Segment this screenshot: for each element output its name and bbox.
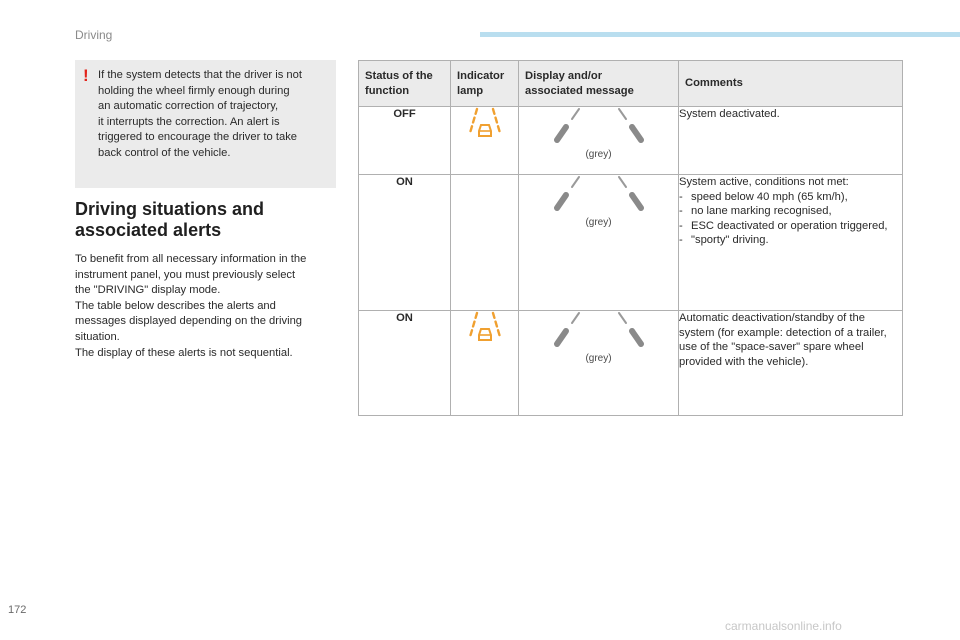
display-cell — [519, 107, 679, 175]
status-cell: ON — [359, 175, 451, 311]
warning-text: If the system detects that the driver is not holding the wheel firmly enough during an automatic correction of trajectory, it interrupts the correction. An alert is triggered to encourage the driver to take back control of the vehicle. — [98, 69, 302, 159]
display-caption: (grey) — [585, 216, 612, 228]
status-cell: ON — [359, 311, 451, 416]
lane-keeping-amber-icon — [468, 311, 502, 343]
list-item: - speed below 40 mph (65 km/h), — [679, 190, 902, 205]
warning-box — [75, 60, 336, 188]
table-row — [359, 311, 903, 416]
status-cell: OFF — [359, 107, 451, 175]
section-label: Driving — [75, 28, 113, 42]
header-accent-bar — [480, 32, 960, 37]
list-item: - no lane marking recognised, — [679, 204, 902, 219]
comment-text: System deactivated. — [679, 108, 780, 120]
comment-cell — [679, 175, 903, 311]
lane-lines-grey-icon — [549, 175, 649, 213]
table-row — [359, 175, 903, 311]
comment-cell — [679, 107, 903, 175]
lane-keeping-amber-icon — [468, 107, 502, 139]
alerts-table — [358, 60, 903, 416]
header-lamp: Indicator lamp — [451, 61, 519, 107]
conditions-list — [679, 190, 902, 248]
comment-cell — [679, 311, 903, 416]
lamp-cell — [451, 107, 519, 175]
table-header-row — [359, 61, 903, 107]
comment-text: System active, conditions not met: — [679, 176, 849, 188]
display-caption: (grey) — [585, 148, 612, 160]
lane-lines-grey-icon — [549, 107, 649, 145]
display-caption: (grey) — [585, 352, 612, 364]
table-row — [359, 107, 903, 175]
lamp-cell-empty — [451, 175, 519, 311]
page-number: 172 — [8, 604, 27, 616]
display-cell — [519, 311, 679, 416]
lane-lines-grey-icon — [549, 311, 649, 349]
header-status: Status of the function — [359, 61, 451, 107]
list-item: - "sporty" driving. — [679, 233, 902, 248]
lamp-cell — [451, 311, 519, 416]
intro-text: To benefit from all necessary information in the instrument panel, you must previously select the "DRIVING" display mode. The table below describes the alerts and messages displayed depending on the driving situation. The display of these alerts is not sequential. — [75, 253, 307, 359]
watermark: carmanualsonline.info — [725, 619, 842, 633]
section-title: Driving situations and associated alerts — [75, 199, 265, 240]
header-display: Display and/or associated message — [519, 61, 679, 107]
display-cell — [519, 175, 679, 311]
list-item: - ESC deactivated or operation triggered, — [679, 219, 902, 234]
header-comments: Comments — [679, 61, 903, 107]
exclamation-icon: ! — [83, 66, 89, 85]
comment-text: Automatic deactivation/standby of the system (for example: detection of a trailer, use of the "space-saver" spare wheel provided with the vehicle). — [679, 312, 887, 368]
